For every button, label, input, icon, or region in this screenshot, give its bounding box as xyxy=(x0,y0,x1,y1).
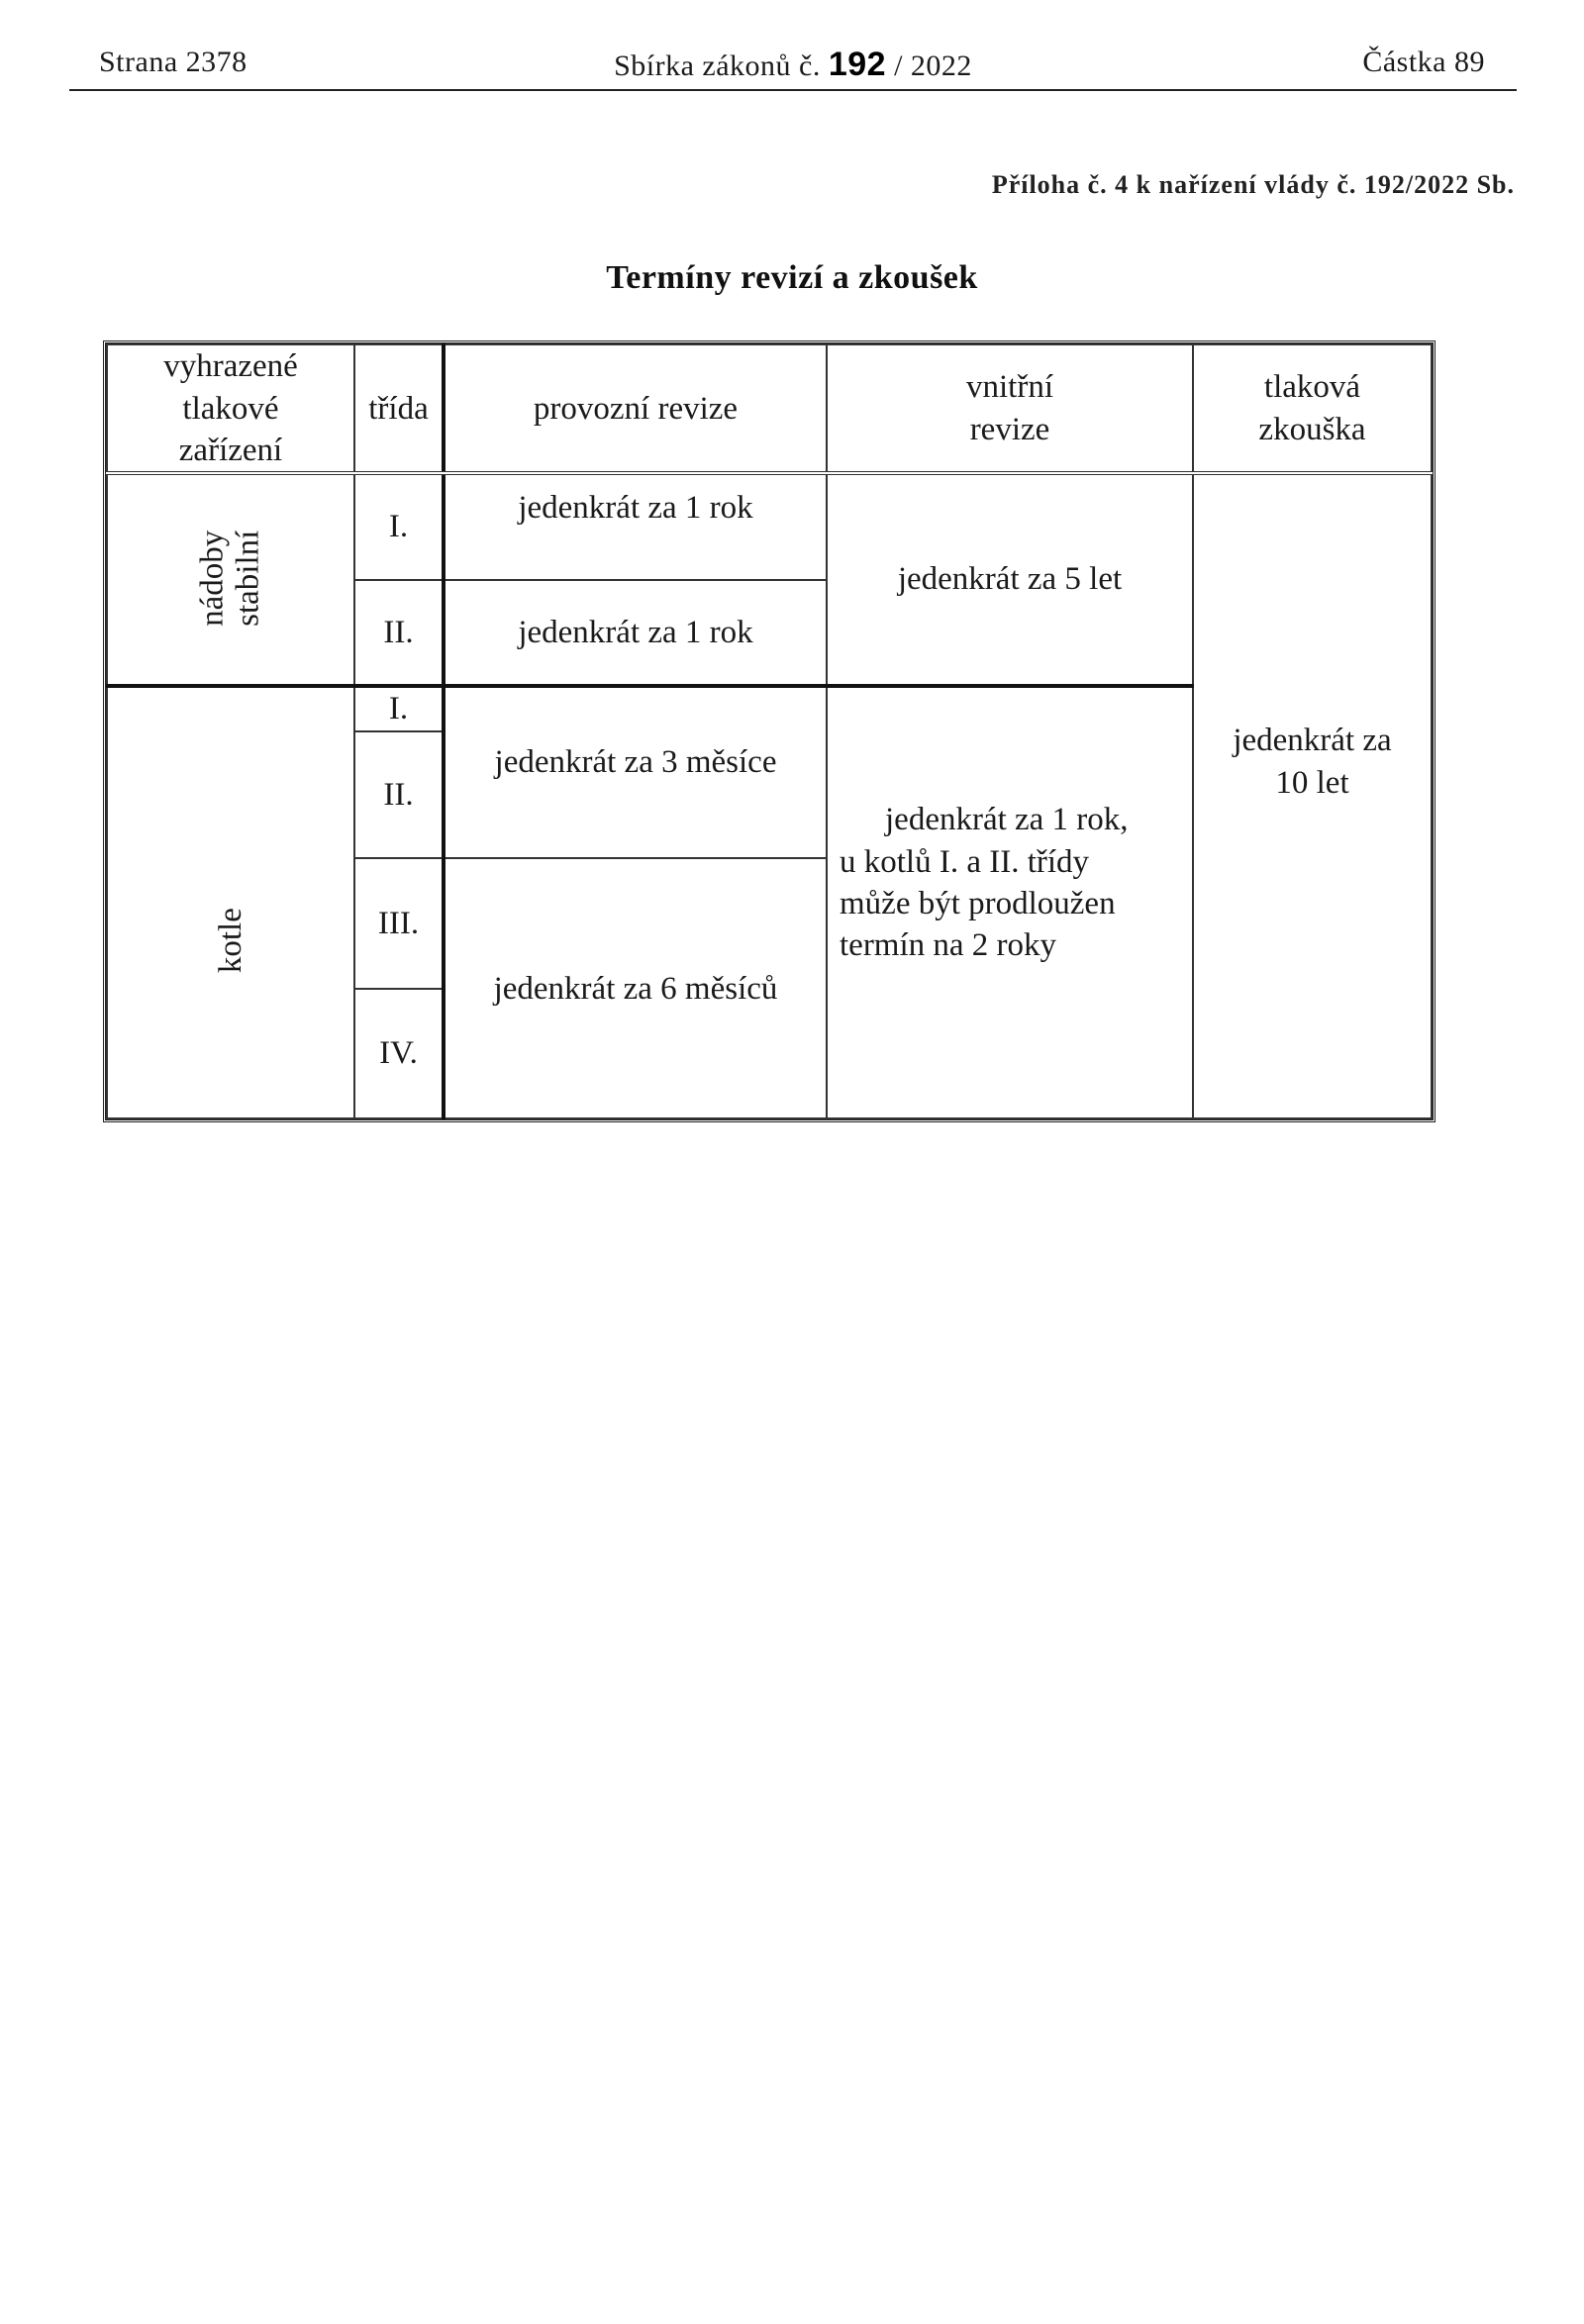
boiler-class-4: IV. xyxy=(354,989,444,1118)
boiler-operational-1-2: jedenkrát za 3 měsíce xyxy=(444,686,827,858)
boiler-operational-3-4: jedenkrát za 6 měsíců xyxy=(444,858,827,1118)
vessel-internal-revision: jedenkrát za 5 let xyxy=(827,473,1193,686)
vessels-label: nádoby stabilní xyxy=(107,473,354,686)
table-row xyxy=(107,473,1432,579)
boiler-internal-revision: jedenkrát za 1 rok, u kotlů I. a II. třídy může být prodloužen termín na 2 roky xyxy=(827,686,1193,1118)
col-header-pressure-test: tlaková zkouška xyxy=(1193,344,1432,473)
table-header-row xyxy=(107,344,1432,473)
col-header-device: vyhrazené tlakové zařízení xyxy=(107,344,354,473)
collection-number: 192 xyxy=(828,46,887,83)
boiler-class-3: III. xyxy=(354,858,444,988)
boiler-class-2: II. xyxy=(354,731,444,858)
vessel-operational-2: jedenkrát za 1 rok xyxy=(444,580,827,686)
boiler-class-1: I. xyxy=(354,686,444,731)
part-number: Částka 89 xyxy=(1362,46,1485,78)
collection-suffix: / 2022 xyxy=(894,49,972,82)
col-header-internal-revision: vnitřní revize xyxy=(827,344,1193,473)
annex-reference: Příloha č. 4 k nařízení vlády č. 192/2022 Sb. xyxy=(991,170,1515,199)
vessel-operational-1: jedenkrát za 1 rok xyxy=(444,473,827,579)
col-header-operational-revision: provozní revize xyxy=(444,344,827,473)
page-header xyxy=(69,46,1517,91)
revision-schedule-table xyxy=(106,343,1433,1119)
vessel-class-2: II. xyxy=(354,580,444,686)
document-title: Termíny revizí a zkoušek xyxy=(606,259,978,296)
col-header-class: třída xyxy=(354,344,444,473)
collection-prefix: Sbírka zákonů č. xyxy=(614,49,821,82)
page-number: Strana 2378 xyxy=(99,46,248,78)
pressure-test-interval: jedenkrát za 10 let xyxy=(1193,473,1432,1118)
vessel-class-1: I. xyxy=(354,473,444,579)
collection-title xyxy=(69,46,1517,84)
boilers-label: kotle xyxy=(107,686,354,1118)
